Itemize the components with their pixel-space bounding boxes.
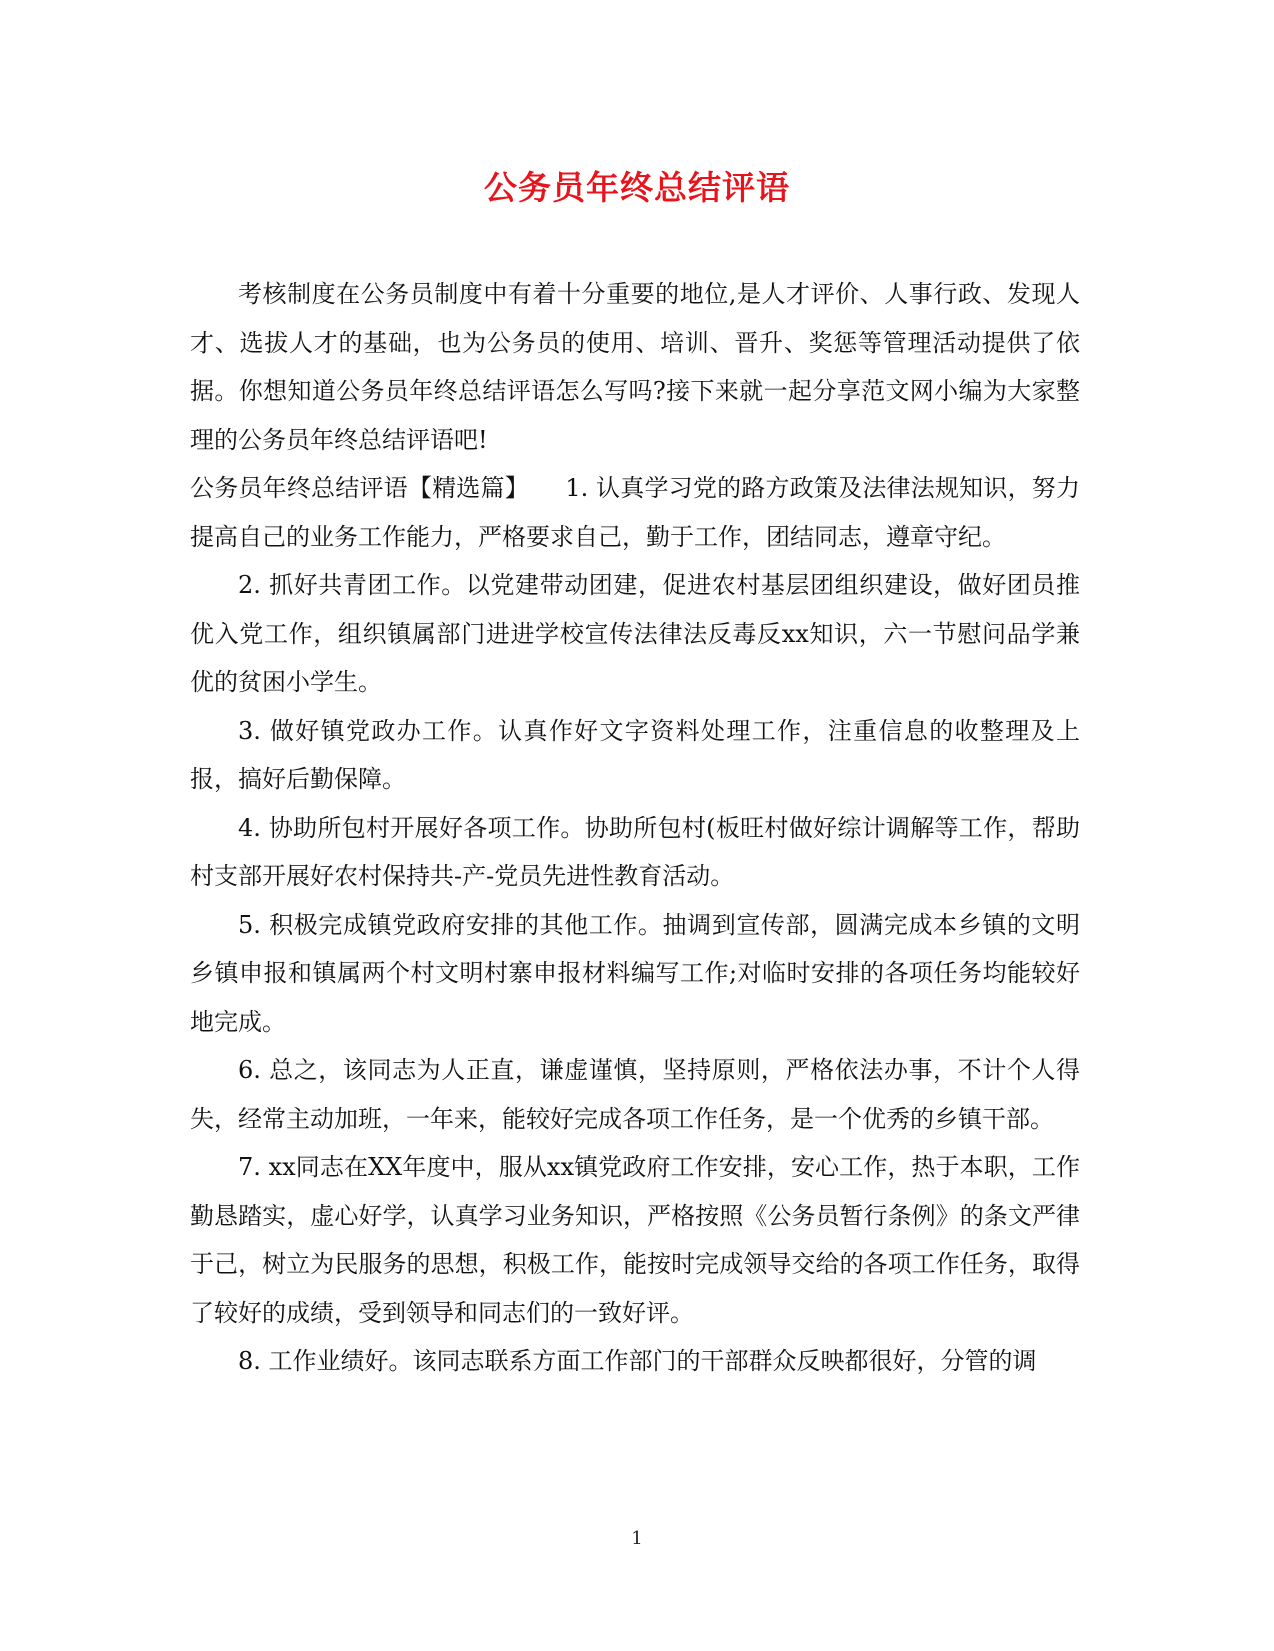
paragraph-item-5: 5. 积极完成镇党政府安排的其他工作。抽调到宣传部，圆满完成本乡镇的文明乡镇申报和镇属两个村文明村寨申报材料编写工作;对临时安排的各项任务均能较好地完成。 xyxy=(190,910,1080,1036)
paragraph-intro: 考核制度在公务员制度中有着十分重要的地位,是人才评价、人事行政、发现人才、选拔人才的基础，也为公务员的使用、培训、晋升、奖惩等管理活动提供了依据。你想知道公务员年终总结评语怎么写吗?接下来就一起分享范文网小编为大家整理的公务员年终总结评语吧! xyxy=(190,280,1080,454)
document-body xyxy=(190,270,1080,1386)
document-title: 公务员年终总结评语 xyxy=(484,168,790,207)
paragraph-item-1: 公务员年终总结评语【精选篇】 1. 认真学习党的路方政策及法律法规知识，努力提高自己的业务工作能力，严格要求自己，勤于工作，团结同志，遵章守纪。 xyxy=(190,474,1080,551)
paragraph-item-8: 8. 工作业绩好。该同志联系方面工作部门的干部群众反映都很好，分管的调 xyxy=(238,1347,1037,1375)
paragraph-item-6: 6. 总之，该同志为人正直，谦虚谨慎，坚持原则，严格依法办事，不计个人得失，经常主动加班，一年来，能较好完成各项工作任务，是一个优秀的乡镇干部。 xyxy=(190,1056,1080,1133)
paragraph-item-4: 4. 协助所包村开展好各项工作。协助所包村(板旺村做好综计调解等工作，帮助村支部开展好农村保持共-产-党员先进性教育活动。 xyxy=(190,813,1080,890)
paragraph-item-2: 2. 抓好共青团工作。以党建带动团建，促进农村基层团组织建设，做好团员推优入党工作，组织镇属部门进进学校宣传法律法反毒反xx知识，六一节慰问品学兼优的贫困小学生。 xyxy=(190,571,1080,696)
paragraph-item-3: 3. 做好镇党政办工作。认真作好文字资料处理工作，注重信息的收整理及上报，搞好后勤保障。 xyxy=(190,716,1080,793)
page-number: 1 xyxy=(631,1528,643,1549)
paragraph-item-7: 7. xx同志在XX年度中，服从xx镇党政府工作安排，安心工作，热于本职，工作勤恳踏实，虚心好学，认真学习业务知识，严格按照《公务员暂行条例》的条文严律于己，树立为民服务的思想，积极工作，能按时完成领导交给的各项工作任务，取得了较好的成绩，受到领导和同志们的一致好评。 xyxy=(190,1153,1080,1327)
